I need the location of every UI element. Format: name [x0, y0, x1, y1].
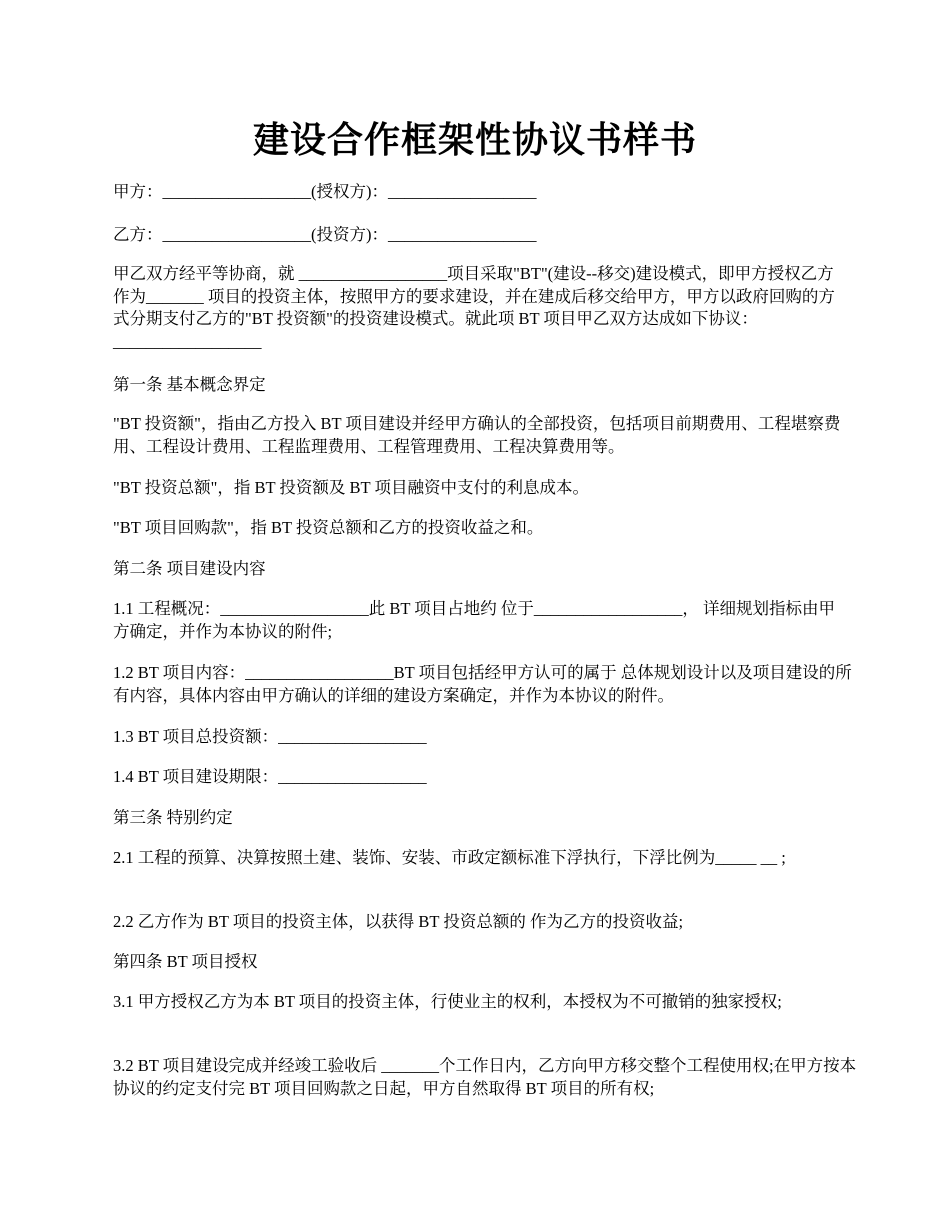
party-a-line: 甲方：__________________(授权方)：__________________	[113, 182, 537, 201]
article-3-heading: 第三条 特别约定	[113, 808, 233, 827]
definition-bt-investment: "BT 投资额"，指由乙方投入 BT 项目建设并经甲方确认的全部投资，包括项目前期费用、工程堪察费用、工程设计费用、工程监理费用、工程管理费用、工程决算费用等。	[113, 414, 841, 456]
clause-1-3: 1.3 BT 项目总投资额：__________________	[113, 727, 427, 746]
clause-1-1: 1.1 工程概况：__________________此 BT 项目占地约 位于__________________， 详细规划指标由甲方确定，并作为本协议的附件;	[113, 599, 836, 641]
article-1-heading: 第一条 基本概念界定	[113, 375, 266, 394]
definition-bt-buyback: "BT 项目回购款"，指 BT 投资总额和乙方的投资收益之和。	[113, 518, 544, 537]
clause-2-1: 2.1 工程的预算、决算按照土建、装饰、安装、市政定额标准下浮执行，下浮比例为_____ __ ;	[113, 848, 786, 867]
intro-paragraph: 甲乙双方经平等协商，就 __________________项目采取"BT"(建设--移交)建设模式，即甲方授权乙方作为_______ 项目的投资主体，按照甲方的要求建设，并在建成后移交给甲方，甲方以政府回购的方式分期支付乙方的"BT 投资额"的投资建设模式。就此项 BT 项目甲乙双方达成如下协议：__________________	[113, 264, 835, 351]
definition-bt-total: "BT 投资总额"，指 BT 投资额及 BT 项目融资中支付的利息成本。	[113, 478, 589, 497]
article-2-heading: 第二条 项目建设内容	[113, 559, 266, 578]
clause-1-4: 1.4 BT 项目建设期限：__________________	[113, 767, 427, 786]
document-title: 建设合作框架性协议书样书	[252, 119, 697, 161]
clause-1-2: 1.2 BT 项目内容：__________________BT 项目包括经甲方认可的属于 总体规划设计以及项目建设的所有内容，具体内容由甲方确认的详细的建设方案确定，并作为本协议的附件。	[113, 663, 852, 705]
clause-3-1: 3.1 甲方授权乙方为本 BT 项目的投资主体，行使业主的权利，本授权为不可撤销的独家授权;	[113, 992, 782, 1011]
party-b-line: 乙方：__________________(投资方)：__________________	[113, 225, 537, 244]
clause-3-2: 3.2 BT 项目建设完成并经竣工验收后 _______个工作日内，乙方向甲方移交整个工程使用权;在甲方按本协议的约定支付完 BT 项目回购款之日起，甲方自然取得 BT 项目的所有权;	[113, 1056, 857, 1098]
article-4-heading: 第四条 BT 项目授权	[113, 952, 258, 971]
clause-2-2: 2.2 乙方作为 BT 项目的投资主体，以获得 BT 投资总额的 作为乙方的投资收益;	[113, 912, 684, 931]
